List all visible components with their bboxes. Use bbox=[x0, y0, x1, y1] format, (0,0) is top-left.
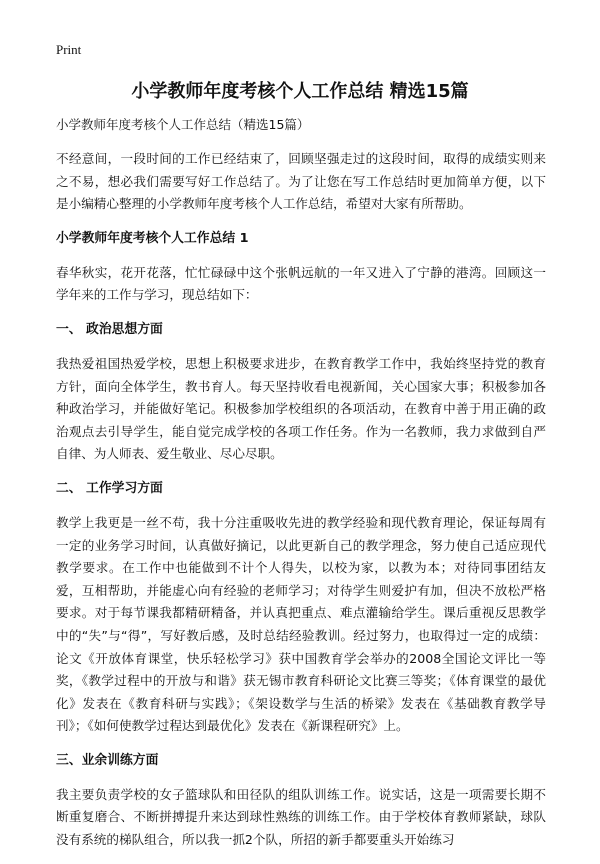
section-text-training: 我主要负责学校的女子篮球队和田径队的组队训练工作。说实话，这是一项需要长期不断重复磨合、不断拼搏提升来达到球性熟练的训练工作。由于学校体育教师紧缺，球队没有系统的梯队组合，所以我一抓2个队，所招的新手都要重头开始练习 bbox=[56, 786, 546, 848]
section-heading-politics: 一、 政治思想方面 bbox=[56, 321, 163, 337]
section-heading-training: 三、业余训练方面 bbox=[56, 752, 159, 768]
article-heading: 小学教师年度考核个人工作总结 1 bbox=[56, 230, 249, 246]
section-heading-work-study: 二、 工作学习方面 bbox=[56, 480, 163, 496]
print-link[interactable]: Print bbox=[56, 42, 82, 57]
intro-paragraph: 不经意间，一段时间的工作已经结束了，回顾坚强走过的这段时间，取得的成绩实则来之不易，想必我们需要写好工作总结了。为了让您在写工作总结时更加简单方便，以下是小编精心整理的小学教师年度考核个人工作总结，希望对大家有所帮助。 bbox=[56, 151, 546, 212]
section-text-work-study: 教学上我更是一丝不苟，我十分注重吸收先进的教学经验和现代教育理论，保证每周有一定的业务学习时间，认真做好摘记，以此更新自己的教学理念，努力使自己适应现代教学要求。在工作中也能做到不计个人得失，以校为家，以教为本；对待同事团结友爱，互相帮助，并能虚心向有经验的老师学习；对待学生则爱护有加，但决不放松严格要求。对于每节课我都精研精备，并认真把重点、难点灌输给学生。课后重视反思教学中的“失”与“得”，写好教后感，及时总结经验教训。经过努力，也取得过一定的成绩：论文《开放体育课堂，快乐轻松学习》获中国教育学会举办的2008全国论文评比一等奖，《教学过程中的开放与和谐》获无锡市教育科研论文比赛三等奖；《体育课堂的最优化》发表在《教育科研与实践》；《架设数学与生活的桥梁》发表在《基础教育教学导刊》；《如何使教学过程达到最优化》发表在《新课程研究》上。 bbox=[56, 514, 546, 734]
document-body bbox=[56, 116, 546, 864]
section-text-politics: 我热爱祖国热爱学校，思想上积极要求进步，在教育教学工作中，我始终坚持党的教育方针，面向全体学生，教书育人。每天坚持收看电视新闻，关心国家大事；积极参加各种政治学习，并能做好笔记。积极参加学校组织的各项活动，在教育中善于用正确的政治观点去引导学生，能自觉完成学校的各项工作任务。作为一名教师，我力求做到自严自律、为人师表、爱生敬业、尽心尽职。 bbox=[56, 355, 546, 462]
document-title: 小学教师年度考核个人工作总结 精选15篇 bbox=[131, 81, 469, 102]
opening-paragraph: 春华秋实，花开花落，忙忙碌碌中这个张帆远航的一年又进入了宁静的港湾。回顾这一学年来的工作与学习，现总结如下： bbox=[56, 264, 546, 303]
document-subtitle: 小学教师年度考核个人工作总结（精选15篇） bbox=[56, 117, 310, 132]
